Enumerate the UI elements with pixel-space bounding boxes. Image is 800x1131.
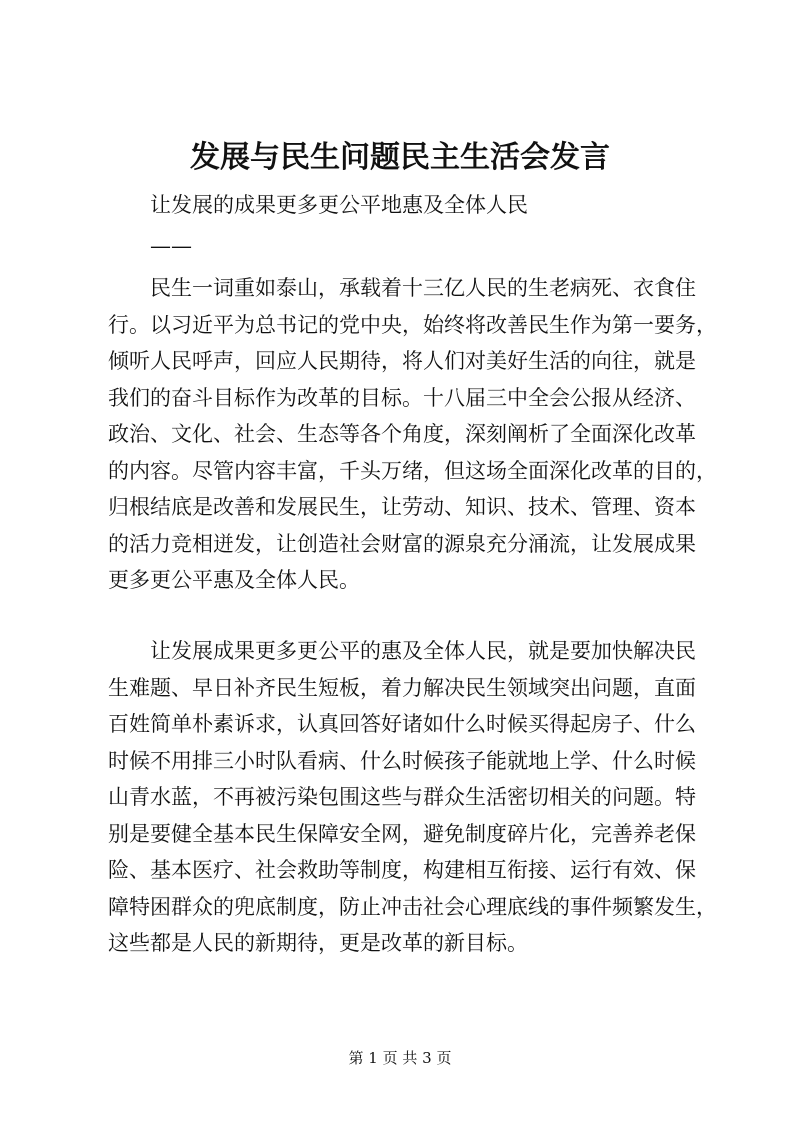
paragraph-line: 时候不用排三小时队看病、什么时候孩子能就地上学、什么时候 bbox=[108, 748, 696, 773]
paragraph-line: 别是要健全基本民生保障安全网，避免制度碎片化，完善养老保 bbox=[108, 821, 696, 846]
paragraph-line: 倾听人民呼声，回应人民期待，将人们对美好生活的向往，就是 bbox=[108, 349, 696, 373]
paragraph-line: 让发展成果更多更公平的惠及全体人民，就是要加快解决民 bbox=[150, 639, 696, 663]
paragraph-line: 险、基本医疗、社会救助等制度，构建相互衔接、运行有效、保 bbox=[108, 858, 696, 882]
paragraph-line: 政治、文化、社会、生态等各个角度，深刻阐析了全面深化改革 bbox=[108, 422, 696, 446]
document-subtitle: 让发展的成果更多更公平地惠及全体人民 bbox=[150, 193, 528, 217]
paragraph-line: 的内容。尽管内容丰富，千头万绪，但这场全面深化改革的目的， bbox=[108, 458, 717, 483]
paragraph-line: 的活力竞相迸发，让创造社会财富的源泉充分涌流，让发展成果 bbox=[108, 531, 696, 556]
paragraph-line: 更多更公平惠及全体人民。 bbox=[108, 568, 360, 592]
paragraph-line: 我们的奋斗目标作为改革的目标。十八届三中全会公报从经济、 bbox=[108, 385, 696, 410]
paragraph-1 bbox=[108, 270, 718, 599]
document-title: 发展与民生问题民主生活会发言 bbox=[190, 140, 610, 175]
paragraph-2 bbox=[108, 633, 718, 962]
subtitle-dash: —— bbox=[150, 234, 192, 258]
paragraph-line: 生难题、早日补齐民生短板，着力解决民生领域突出问题，直面 bbox=[108, 675, 696, 700]
paragraph-line: 归根结底是改善和发展民生，让劳动、知识、技术、管理、资本 bbox=[108, 495, 696, 519]
paragraph-line: 障特困群众的兜底制度，防止冲击社会心理底线的事件频繁发生， bbox=[108, 894, 717, 919]
paragraph-line: 这些都是人民的新期待，更是改革的新目标。 bbox=[108, 931, 528, 955]
paragraph-line: 百姓简单朴素诉求，认真回答好诸如什么时候买得起房子、什么 bbox=[108, 712, 696, 736]
paragraph-line: 民生一词重如泰山，承载着十三亿人民的生老病死、衣食住 bbox=[150, 276, 696, 300]
paragraph-line: 山青水蓝，不再被污染包围这些与群众生活密切相关的问题。特 bbox=[108, 785, 696, 809]
paragraph-line: 行。以习近平为总书记的党中央，始终将改善民生作为第一要务， bbox=[108, 312, 717, 337]
page-footer: 第 1 页 共 3 页 bbox=[348, 1049, 452, 1067]
